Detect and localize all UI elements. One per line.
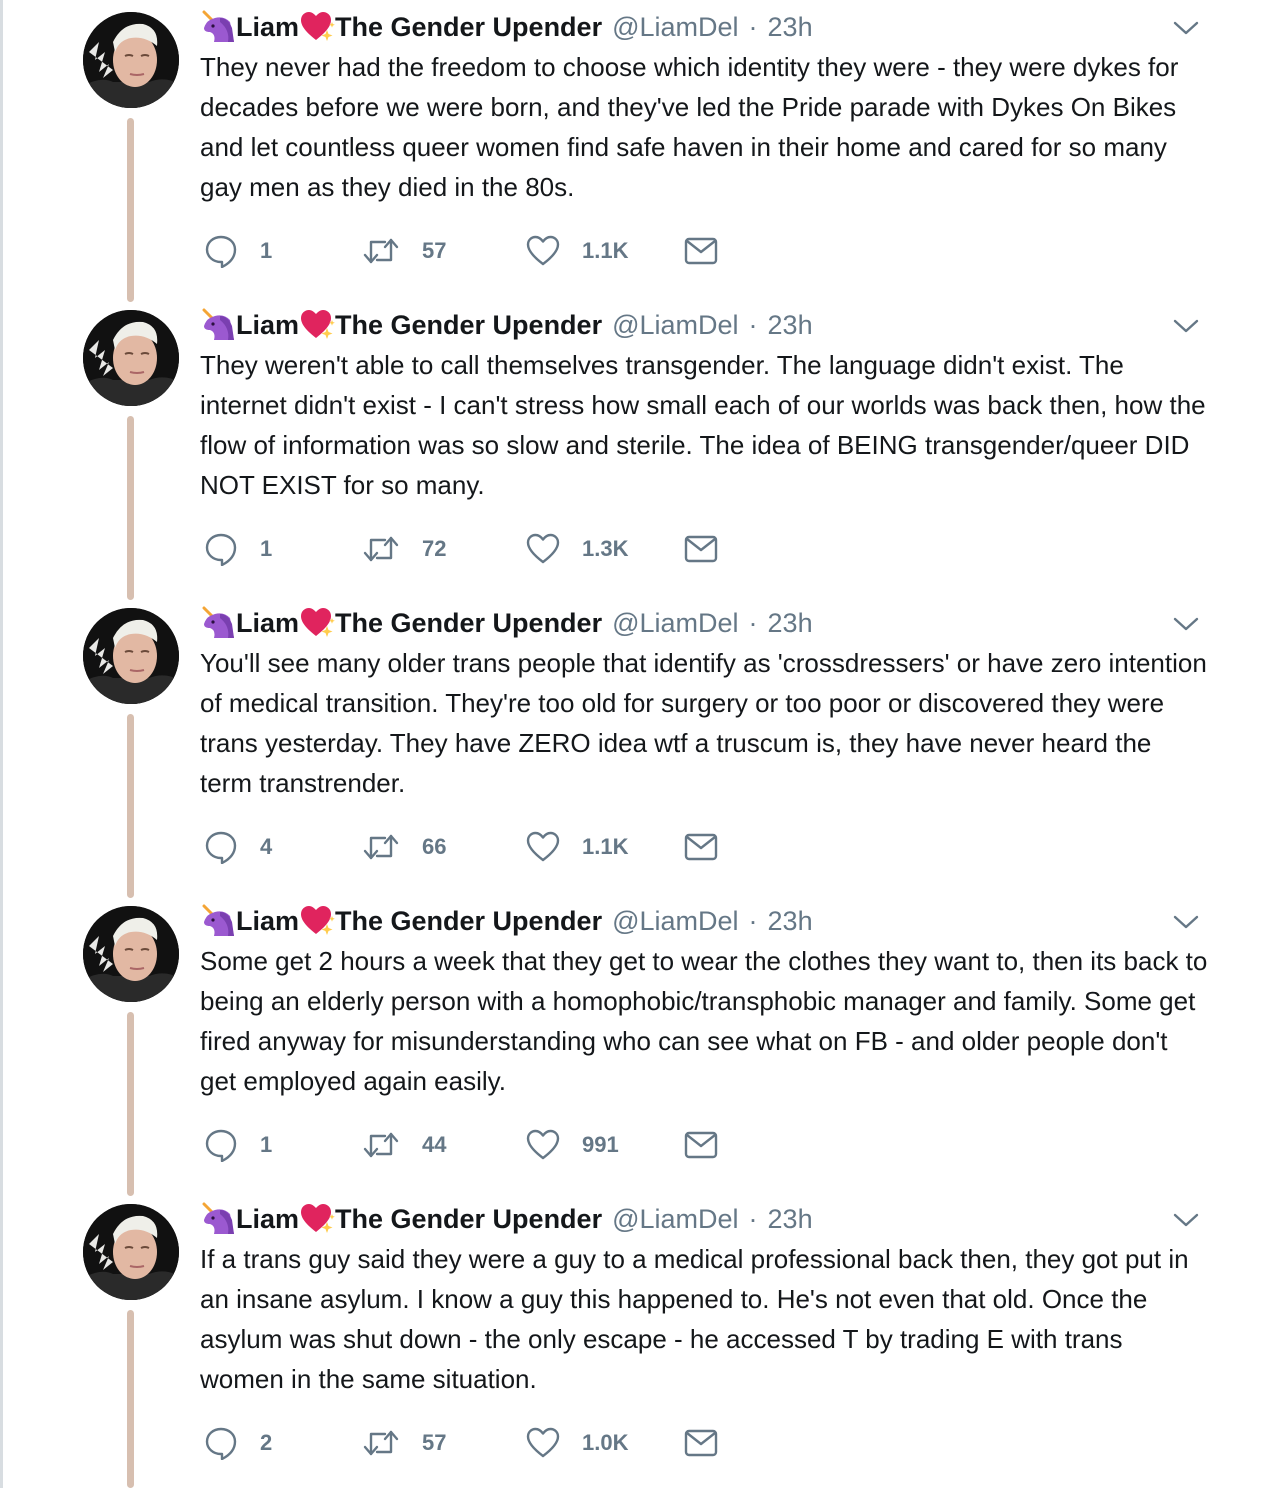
direct-message-button[interactable]	[684, 830, 718, 864]
reply-icon	[204, 532, 238, 566]
retweet-button[interactable]	[362, 532, 446, 566]
chevron-down-icon[interactable]	[1172, 912, 1200, 932]
thread-connector-line	[127, 118, 134, 302]
author-first-name[interactable]: Liam	[236, 1204, 300, 1234]
author-display-suffix[interactable]: The Gender Upender	[335, 906, 603, 936]
sparkling-heart-icon	[299, 606, 335, 640]
sparkling-heart-icon	[299, 1202, 335, 1236]
like-count: 1.3K	[582, 536, 629, 561]
retweet-icon	[362, 832, 400, 862]
tweet-header	[200, 1202, 1210, 1236]
envelope-icon	[684, 535, 718, 563]
tweet-timestamp[interactable]: 23h	[767, 1204, 813, 1234]
like-count: 991	[582, 1132, 619, 1157]
sparkling-heart-icon	[299, 10, 335, 44]
thread-connector-line	[127, 1012, 134, 1196]
reply-count: 1	[260, 1132, 273, 1157]
tweet-header	[200, 308, 1210, 342]
unicorn-icon	[200, 904, 236, 938]
separator-dot: ·	[748, 608, 758, 638]
tweet-header	[200, 10, 1210, 44]
retweet-count: 72	[422, 536, 447, 561]
tweet-actions	[204, 830, 764, 864]
author-handle[interactable]: @LiamDel	[612, 12, 739, 42]
reply-count: 4	[260, 834, 273, 859]
heart-icon	[526, 831, 560, 863]
sparkling-heart-icon	[299, 308, 335, 342]
tweet-actions	[204, 234, 764, 268]
avatar[interactable]	[83, 608, 179, 704]
chevron-down-icon[interactable]	[1172, 316, 1200, 336]
tweet-timestamp[interactable]: 23h	[767, 608, 813, 638]
like-button[interactable]	[526, 1426, 628, 1460]
retweet-count: 44	[422, 1132, 447, 1157]
like-button[interactable]	[526, 234, 628, 268]
tweet-text: They weren't able to call themselves transgender. The language didn't exist. The internet didn't exist - I can't stress how small each of our worlds was back then, how the flow of information was so slow and sterile. The idea of BEING transgender/queer DID NOT EXIST for so many.	[200, 350, 1206, 500]
heart-icon	[526, 235, 560, 267]
like-count: 1.1K	[582, 238, 629, 263]
reply-icon	[204, 830, 238, 864]
reply-button[interactable]	[204, 1426, 272, 1460]
author-first-name[interactable]: Liam	[236, 906, 300, 936]
tweet-timestamp[interactable]: 23h	[767, 12, 813, 42]
retweet-button[interactable]	[362, 830, 446, 864]
tweet-text: If a trans guy said they were a guy to a medical professional back then, they got put in an insane asylum. I know a guy this happened to. He's not even that old. Once the asylum was shut down - the only escape - he accessed T by trading E with trans women in the same situation.	[200, 1244, 1189, 1394]
author-first-name[interactable]: Liam	[236, 12, 300, 42]
envelope-icon	[684, 1429, 718, 1457]
author-display-suffix[interactable]: The Gender Upender	[335, 1204, 603, 1234]
author-handle[interactable]: @LiamDel	[612, 906, 739, 936]
unicorn-icon	[200, 606, 236, 640]
tweet-timestamp[interactable]: 23h	[767, 906, 813, 936]
reply-count: 1	[260, 536, 273, 561]
author-handle[interactable]: @LiamDel	[612, 1204, 739, 1234]
author-display-suffix[interactable]: The Gender Upender	[335, 608, 603, 638]
author-handle[interactable]: @LiamDel	[612, 310, 739, 340]
tweet[interactable]	[0, 0, 1280, 298]
reply-icon	[204, 234, 238, 268]
avatar[interactable]	[83, 906, 179, 1002]
like-button[interactable]	[526, 1128, 619, 1162]
separator-dot: ·	[748, 906, 758, 936]
tweet-text: They never had the freedom to choose which identity they were - they were dykes for decades before we were born, and they've led the Pride parade with Dykes On Bikes and let countless queer women find safe haven in their home and cared for so many gay men as they died in the 80s.	[200, 52, 1179, 202]
author-display-suffix[interactable]: The Gender Upender	[335, 310, 603, 340]
author-handle[interactable]: @LiamDel	[612, 608, 739, 638]
retweet-icon	[362, 1428, 400, 1458]
avatar[interactable]	[83, 12, 179, 108]
tweet[interactable]	[0, 596, 1280, 894]
retweet-icon	[362, 534, 400, 564]
retweet-count: 66	[422, 834, 447, 859]
sparkling-heart-icon	[299, 904, 335, 938]
reply-count: 2	[260, 1430, 273, 1455]
reply-button[interactable]	[204, 1128, 272, 1162]
chevron-down-icon[interactable]	[1172, 1210, 1200, 1230]
tweet-text: You'll see many older trans people that identify as 'crossdressers' or have zero intention of medical transition. They're too old for surgery or too poor or discovered they were trans yesterday. They have ZERO idea wtf a truscum is, they have never heard the term transtrender.	[200, 648, 1207, 798]
chevron-down-icon[interactable]	[1172, 614, 1200, 634]
reply-icon	[204, 1128, 238, 1162]
separator-dot: ·	[748, 310, 758, 340]
tweet-timestamp[interactable]: 23h	[767, 310, 813, 340]
envelope-icon	[684, 833, 718, 861]
envelope-icon	[684, 237, 718, 265]
separator-dot: ·	[748, 1204, 758, 1234]
reply-button[interactable]	[204, 830, 272, 864]
tweet-header	[200, 904, 1210, 938]
avatar[interactable]	[83, 1204, 179, 1300]
author-first-name[interactable]: Liam	[236, 608, 300, 638]
tweet-text: Some get 2 hours a week that they get to wear the clothes they want to, then its back to being an elderly person with a homophobic/transphobic manager and family. Some get fired anyway for misunderstanding who can see what on FB - and older people don't get employed again easily.	[200, 946, 1208, 1096]
tweet-actions	[204, 1128, 764, 1162]
tweet[interactable]	[0, 894, 1280, 1192]
retweet-button[interactable]	[362, 1426, 446, 1460]
tweet[interactable]	[0, 298, 1280, 596]
like-button[interactable]	[526, 830, 628, 864]
retweet-count: 57	[422, 238, 447, 263]
thread-connector-line	[127, 416, 134, 600]
retweet-button[interactable]	[362, 1128, 446, 1162]
direct-message-button[interactable]	[684, 234, 718, 268]
like-button[interactable]	[526, 532, 628, 566]
avatar[interactable]	[83, 310, 179, 406]
direct-message-button[interactable]	[684, 1426, 718, 1460]
retweet-count: 57	[422, 1430, 447, 1455]
heart-icon	[526, 1427, 560, 1459]
unicorn-icon	[200, 1202, 236, 1236]
thread-connector-line	[127, 1310, 134, 1488]
retweet-button[interactable]	[362, 234, 446, 268]
unicorn-icon	[200, 10, 236, 44]
direct-message-button[interactable]	[684, 1128, 718, 1162]
heart-icon	[526, 1129, 560, 1161]
like-count: 1.0K	[582, 1430, 629, 1455]
retweet-icon	[362, 1130, 400, 1160]
like-count: 1.1K	[582, 834, 629, 859]
tweet-actions	[204, 532, 764, 566]
reply-button[interactable]	[204, 532, 272, 566]
unicorn-icon	[200, 308, 236, 342]
tweet-actions	[204, 1426, 764, 1460]
heart-icon	[526, 533, 560, 565]
author-first-name[interactable]: Liam	[236, 310, 300, 340]
reply-icon	[204, 1426, 238, 1460]
chevron-down-icon[interactable]	[1172, 18, 1200, 38]
thread-connector-line	[127, 714, 134, 898]
envelope-icon	[684, 1131, 718, 1159]
direct-message-button[interactable]	[684, 532, 718, 566]
reply-button[interactable]	[204, 234, 272, 268]
tweet-header	[200, 606, 1210, 640]
author-display-suffix[interactable]: The Gender Upender	[335, 12, 603, 42]
separator-dot: ·	[748, 12, 758, 42]
reply-count: 1	[260, 238, 273, 263]
tweet[interactable]	[0, 1192, 1280, 1490]
retweet-icon	[362, 236, 400, 266]
